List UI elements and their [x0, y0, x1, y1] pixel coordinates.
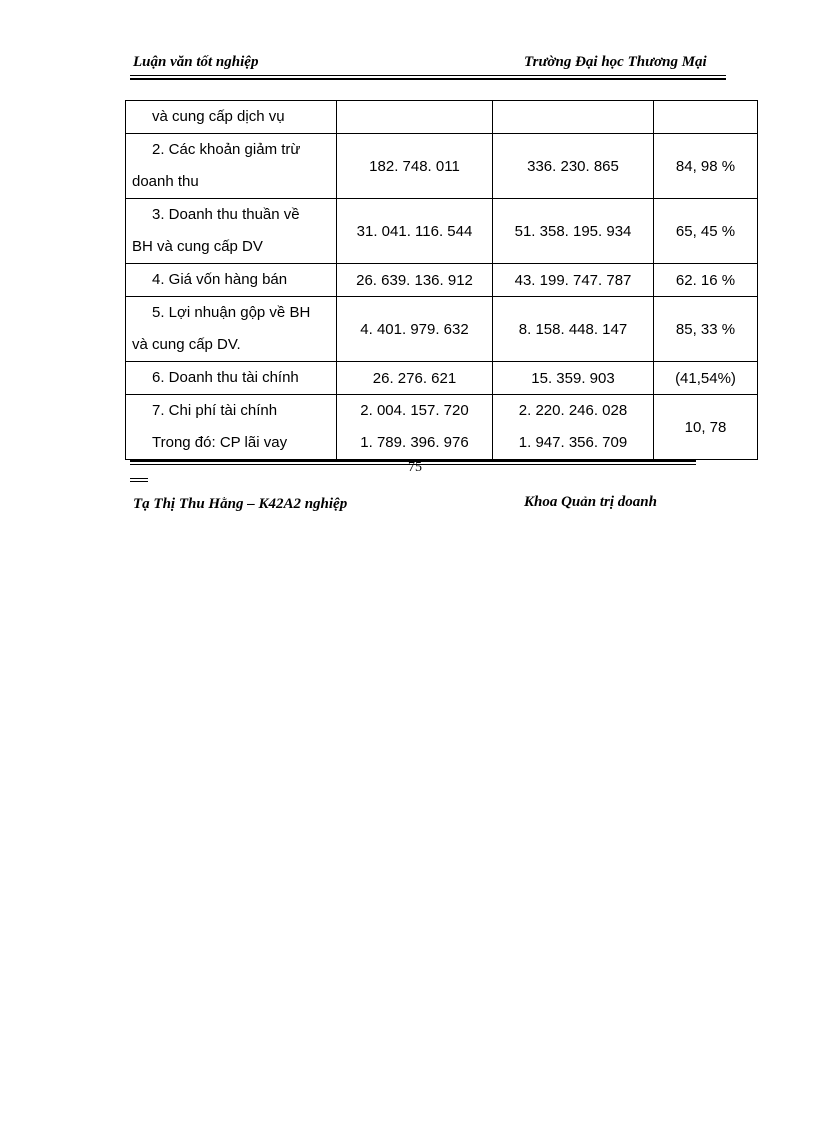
value-year-2: 15. 359. 903: [493, 362, 654, 395]
header-rule: [130, 75, 726, 76]
row-label: 4. Giá vốn hàng bán: [126, 264, 337, 297]
change-percent: 10, 78: [654, 395, 758, 460]
table-row: [126, 297, 758, 362]
header-rule-thick: [130, 78, 726, 80]
change-percent: 62. 16 %: [654, 264, 758, 297]
value-year-2: 51. 358. 195. 934: [493, 199, 654, 264]
row-label: 7. Chi phí tài chính Trong đó: CP lãi vay: [126, 395, 337, 460]
value-year-1: 31. 041. 116. 544: [337, 199, 493, 264]
table-row: [126, 134, 758, 199]
row-label: 2. Các khoản giảm trừ doanh thu: [126, 134, 337, 199]
value-year-2: 2. 220. 246. 028 1. 947. 356. 709: [493, 395, 654, 460]
change-percent: 85, 33 %: [654, 297, 758, 362]
change-percent: [654, 101, 758, 134]
value-year-1: 26. 639. 136. 912: [337, 264, 493, 297]
value-year-1: 4. 401. 979. 632: [337, 297, 493, 362]
value-year-2: 336. 230. 865: [493, 134, 654, 199]
footer-author: Tạ Thị Thu Hằng – K42A2 nghiệp: [133, 496, 348, 512]
table-row: [126, 362, 758, 395]
value-year-1: [337, 101, 493, 134]
change-percent: 65, 45 %: [654, 199, 758, 264]
value-year-1: 26. 276. 621: [337, 362, 493, 395]
page-number: 75: [408, 460, 422, 475]
financial-table: [125, 100, 758, 460]
table-row: [126, 101, 758, 134]
footer-faculty: Khoa Quản trị doanh: [524, 494, 657, 510]
change-percent: (41,54%): [654, 362, 758, 395]
header-university-name: Trường Đại học Thương Mại: [524, 54, 707, 70]
table-row: [126, 199, 758, 264]
row-label: 5. Lợi nhuận gộp về BH và cung cấp DV.: [126, 297, 337, 362]
row-label: 3. Doanh thu thuần về BH và cung cấp DV: [126, 199, 337, 264]
value-year-1: 2. 004. 157. 720 1. 789. 396. 976: [337, 395, 493, 460]
table-row: [126, 264, 758, 297]
footer-mark: [130, 478, 148, 479]
value-year-2: [493, 101, 654, 134]
value-year-2: 8. 158. 448. 147: [493, 297, 654, 362]
header-thesis-label: Luận văn tốt nghiệp: [133, 54, 259, 70]
row-label: và cung cấp dịch vụ: [126, 101, 337, 134]
table-row: [126, 395, 758, 460]
value-year-1: 182. 748. 011: [337, 134, 493, 199]
change-percent: 84, 98 %: [654, 134, 758, 199]
row-label: 6. Doanh thu tài chính: [126, 362, 337, 395]
footer-mark: [130, 481, 148, 482]
value-year-2: 43. 199. 747. 787: [493, 264, 654, 297]
